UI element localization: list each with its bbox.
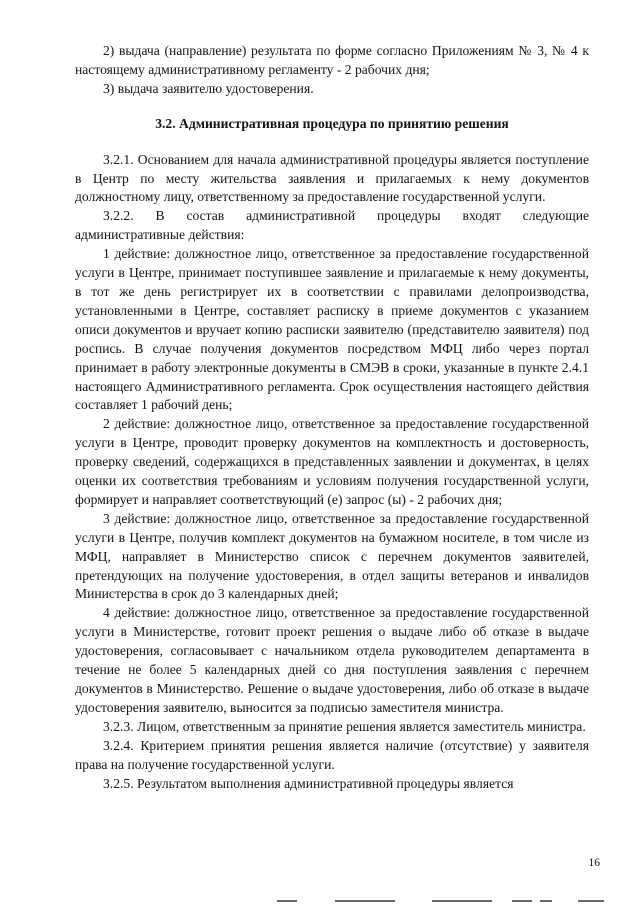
- list-item-certificate-issue: 3) выдача заявителю удостоверения.: [103, 80, 314, 96]
- paragraph-3-2-2: 3.2.2. В состав административной процедуры входят следующие административные действия:: [75, 208, 589, 243]
- list-item-result-delivery: 2) выдача (направление) результата по форме согласно Приложениям № 3, № 4 к настоящему административному регламенту - 2 рабочих дня;: [75, 43, 589, 77]
- scan-mark: [335, 900, 395, 902]
- scan-mark: [540, 900, 552, 902]
- scan-mark: [512, 900, 532, 902]
- paragraph-action-1: 1 действие: должностное лицо, ответственное за предоставление государственной услуги в Центре, принимает поступившее заявление и прилагаемые к нему документы, в тот же день регистрирует их в соответствии с правилами делопроизводства, установленными в Центре, составляет расписку в приеме документов с указанием описи документов и вручает копию расписки заявителю (представителю заявителя) под роспись. В случае получения документов посредством МФЦ либо через портал принимает в работу электронные документы в СМЭВ в сроки, указанные в пункте 2.4.1 настоящего Административного регламента. Срок осуществления настоящего действия составляет 1 рабочий день;: [75, 246, 589, 413]
- section-heading: 3.2. Административная процедура по принятию решения: [155, 115, 509, 131]
- scan-mark: [578, 900, 604, 902]
- paragraph-3-2-4: 3.2.4. Критерием принятия решения является наличие (отсутствие) у заявителя права на получение государственной услуги.: [75, 737, 589, 772]
- page-number: 16: [588, 857, 600, 869]
- paragraph-3-2-1: 3.2.1. Основанием для начала административной процедуры является поступление в Центр по месту жительства заявления и прилагаемых к нему документов должностному лицу, ответственному за предоставление государственной услуги.: [75, 151, 589, 205]
- paragraph-3-2-5: 3.2.5. Результатом выполнения административной процедуры является: [103, 775, 514, 791]
- paragraph-action-3: 3 действие: должностное лицо, ответственное за предоставление государственной услуги в Центре, получив комплект документов на бумажном носителе, в том числе из МФЦ, направляет в Министерство список с перечнем документов заявителей, претендующих на получение удостоверения, в отдел защиты ветеранов и инвалидов Министерства в срок до 3 календарных дней;: [75, 510, 589, 602]
- scan-mark: [432, 900, 492, 902]
- paragraph-3-2-3: 3.2.3. Лицом, ответственным за принятие решения является заместитель министра.: [103, 718, 586, 734]
- paragraph-action-2: 2 действие: должностное лицо, ответственное за предоставление государственной услуги в Центре, проводит проверку документов на комплектность и достоверность, проверку сведений, содержащихся в представленных заявлении и документах, в целях оценки их соответствия требованиям и условиям получения государственной услуги, формирует и направляет соответствующий (е) запрос (ы) - 2 рабочих дня;: [75, 416, 589, 507]
- scan-mark: [277, 900, 297, 902]
- paragraph-action-4: 4 действие: должностное лицо, ответственное за предоставление государственной услуги в Министерстве, готовит проект решения о выдаче либо об отказе в выдаче удостоверения, согласовывает с начальником отдела руководителем департамента в течение не более 5 календарных дней со дня поступления заявления с перечнем документов в Министерство. Решение о выдаче удостоверения, либо об отказе в выдаче удостоверения заявителю, выносится за подписью заместителя министра.: [75, 605, 589, 715]
- scan-artifacts: [0, 896, 640, 905]
- document-body: [75, 42, 589, 793]
